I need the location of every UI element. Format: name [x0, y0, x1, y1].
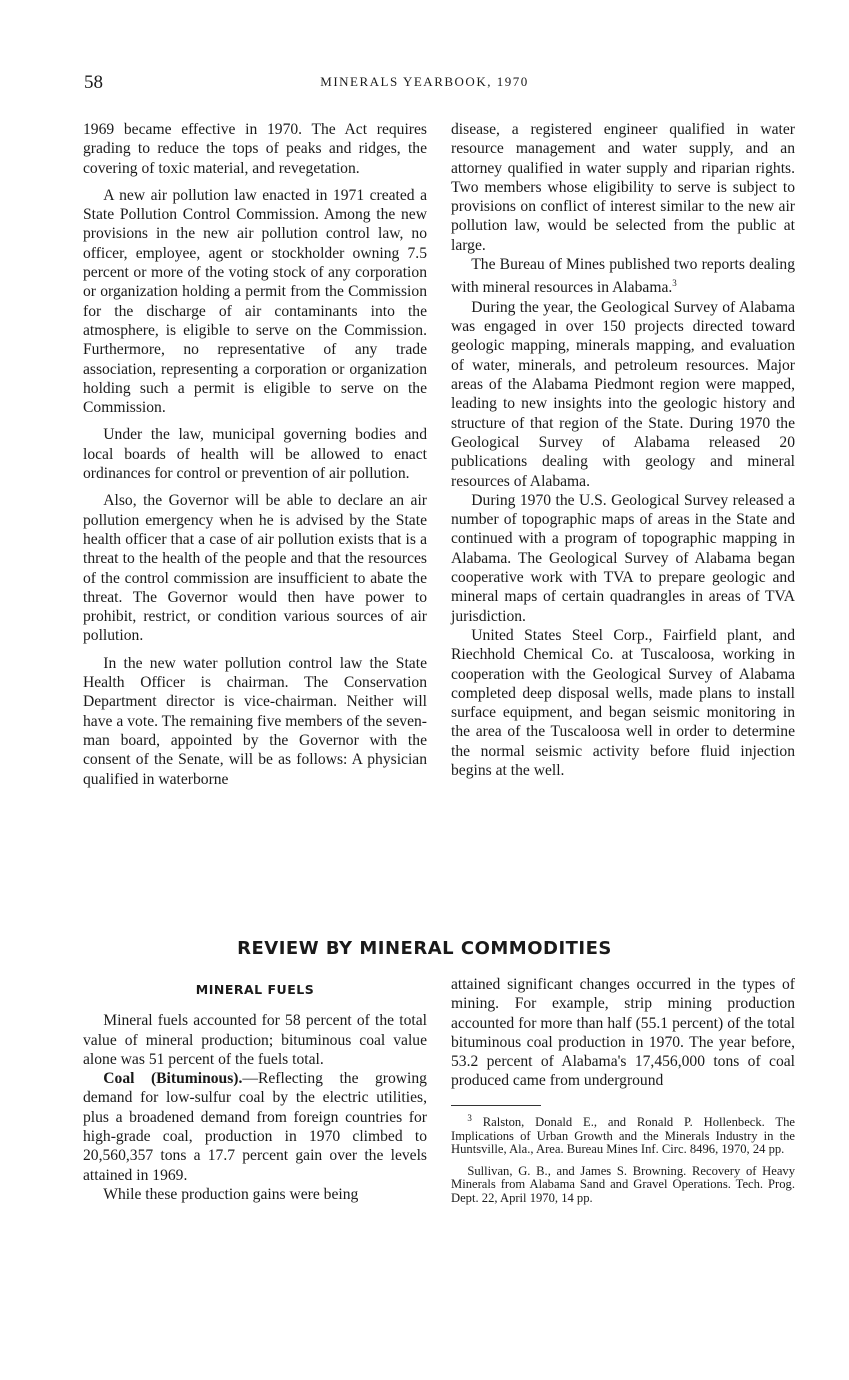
- paragraph: United States Steel Corp., Fairfield plant, and Riechhold Chemical Co. at Tuscaloosa, working in cooperation with the Geological Survey of Alabama completed deep disposal wells, made plans to install surface equipment, and began seismic monitoring in the area of the Tuscaloosa well in order to determine the normal seismic activity before fluid injection begins at the well.: [451, 626, 795, 779]
- paragraph: In the new water pollution control law the State Health Officer is chairman. The Conservation Department director is vice-chairman. Neither will have a vote. The remaining five members of the seven-man board, appointed by the Governor with the consent of the Senate, will be as follows: A physician qualified in waterborne: [83, 654, 427, 788]
- right-column-top: [451, 120, 795, 780]
- footnote: Sullivan, G. B., and James S. Browning. Recovery of Heavy Minerals from Alabama Sand and Gravel Operations. Tech. Prog. Dept. 22, April 1970, 14 pp.: [451, 1163, 795, 1205]
- paragraph: disease, a registered engineer qualified in water resource management and water supply, and an attorney qualified in water supply and riparian rights. Two members whose eligibility to serve is subject to provisions on conflict of interest similar to the new air pollution law, would be selected from the public at large.: [451, 121, 795, 254]
- section-title: REVIEW BY MINERAL COMMODITIES: [237, 938, 612, 959]
- paragraph: attained significant changes occurred in the types of mining. For example, strip mining production accounted for more than half (55.1 percent) of the total bituminous coal production in 1970. The year before, 53.2 percent of Alabama's 17,456,000 tons of coal produced came from underground: [451, 976, 795, 1090]
- paragraph: During 1970 the U.S. Geological Survey released a number of topographic maps of areas in the State and continued with a program of topographic mapping in Alabama. The Geological Survey of Alabama began cooperative work with TVA to prepare geologic and mineral maps of certain quadrangles in areas of TVA jurisdiction.: [451, 491, 795, 625]
- footnote: [451, 1112, 795, 1157]
- subheading: MINERAL FUELS: [195, 982, 315, 997]
- paragraph: During the year, the Geological Survey of Alabama was engaged in over 150 projects directed toward geologic mapping, minerals mapping, and evaluation of water, minerals, and petroleum resources. Major areas of the Alabama Piedmont region were mapped, leading to new insights into the geologic history and structure of that region of the State. During 1970 the Geological Survey of Alabama released 20 publications dealing with geology and mineral resources of Alabama.: [451, 298, 795, 490]
- footnote-divider: [451, 1105, 541, 1106]
- paragraph: 1969 became effective in 1970. The Act requires grading to reduce the tops of peaks and ridges, the covering of toxic material, and revegetation.: [83, 121, 427, 177]
- paragraph: While these production gains were being: [103, 1185, 359, 1203]
- footnote-text: Ralston, Donald E., and Ronald P. Hollenbeck. The Implications of Urban Growth and the Minerals Industry in the Huntsville, Ala., Area. Bureau Mines Inf. Circ. 8496, 1970, 24 pp.: [451, 1114, 795, 1157]
- paragraph: [83, 1069, 427, 1185]
- left-column-bottom: [83, 980, 427, 1204]
- right-column-bottom: [451, 975, 795, 1214]
- paragraph-text: The Bureau of Mines published two reports dealing with mineral resources in Alabama.: [451, 256, 795, 297]
- left-column-top: [83, 120, 427, 797]
- paragraph: Mineral fuels accounted for 58 percent of the total value of mineral production; bituminous coal value alone was 51 percent of the fuels total.: [83, 1012, 427, 1068]
- footnote-mark: 3: [467, 1112, 472, 1123]
- paragraph: A new air pollution law enacted in 1971 created a State Pollution Control Commission. Among the new provisions in the new air pollution control law, no officer, employee, agent or stockholder owning 7.5 percent or more of the voting stock of any corporation or organization holding a permit from the Commission for the discharge of air contaminants into the atmosphere, is eligible to serve on the Commission. Furthermore, no representative of any trade association, representing a corporation or organization holding such a permit is eligible to serve on the Commission.: [83, 186, 427, 417]
- paragraph-text: —Reflecting the growing demand for low-sulfur coal by the electric utilities, plus a broadened demand from foreign countries for high-grade coal, production in 1970 climbed to 20,560,357 tons a 17.7 percent gain over the levels attained in 1969.: [83, 1070, 427, 1184]
- paragraph: Under the law, municipal governing bodies and local boards of health will be allowed to enact ordinances for control or prevention of air pollution.: [83, 426, 427, 483]
- paragraph-lead: Coal (Bituminous).: [103, 1070, 243, 1088]
- footnote-reference: 3: [672, 278, 677, 289]
- paragraph: [451, 255, 795, 298]
- page-number: 58: [84, 72, 103, 93]
- running-head: MINERALS YEARBOOK, 1970: [320, 74, 529, 89]
- paragraph: Also, the Governor will be able to declare an air pollution emergency when he is advised by the State health officer that a case of air pollution exists that is a threat to the health of the people and that the resources of the control commission are insufficient to abate the threat. The Governor would then have power to prohibit, restrict, or condition various sources of air pollution.: [83, 492, 427, 645]
